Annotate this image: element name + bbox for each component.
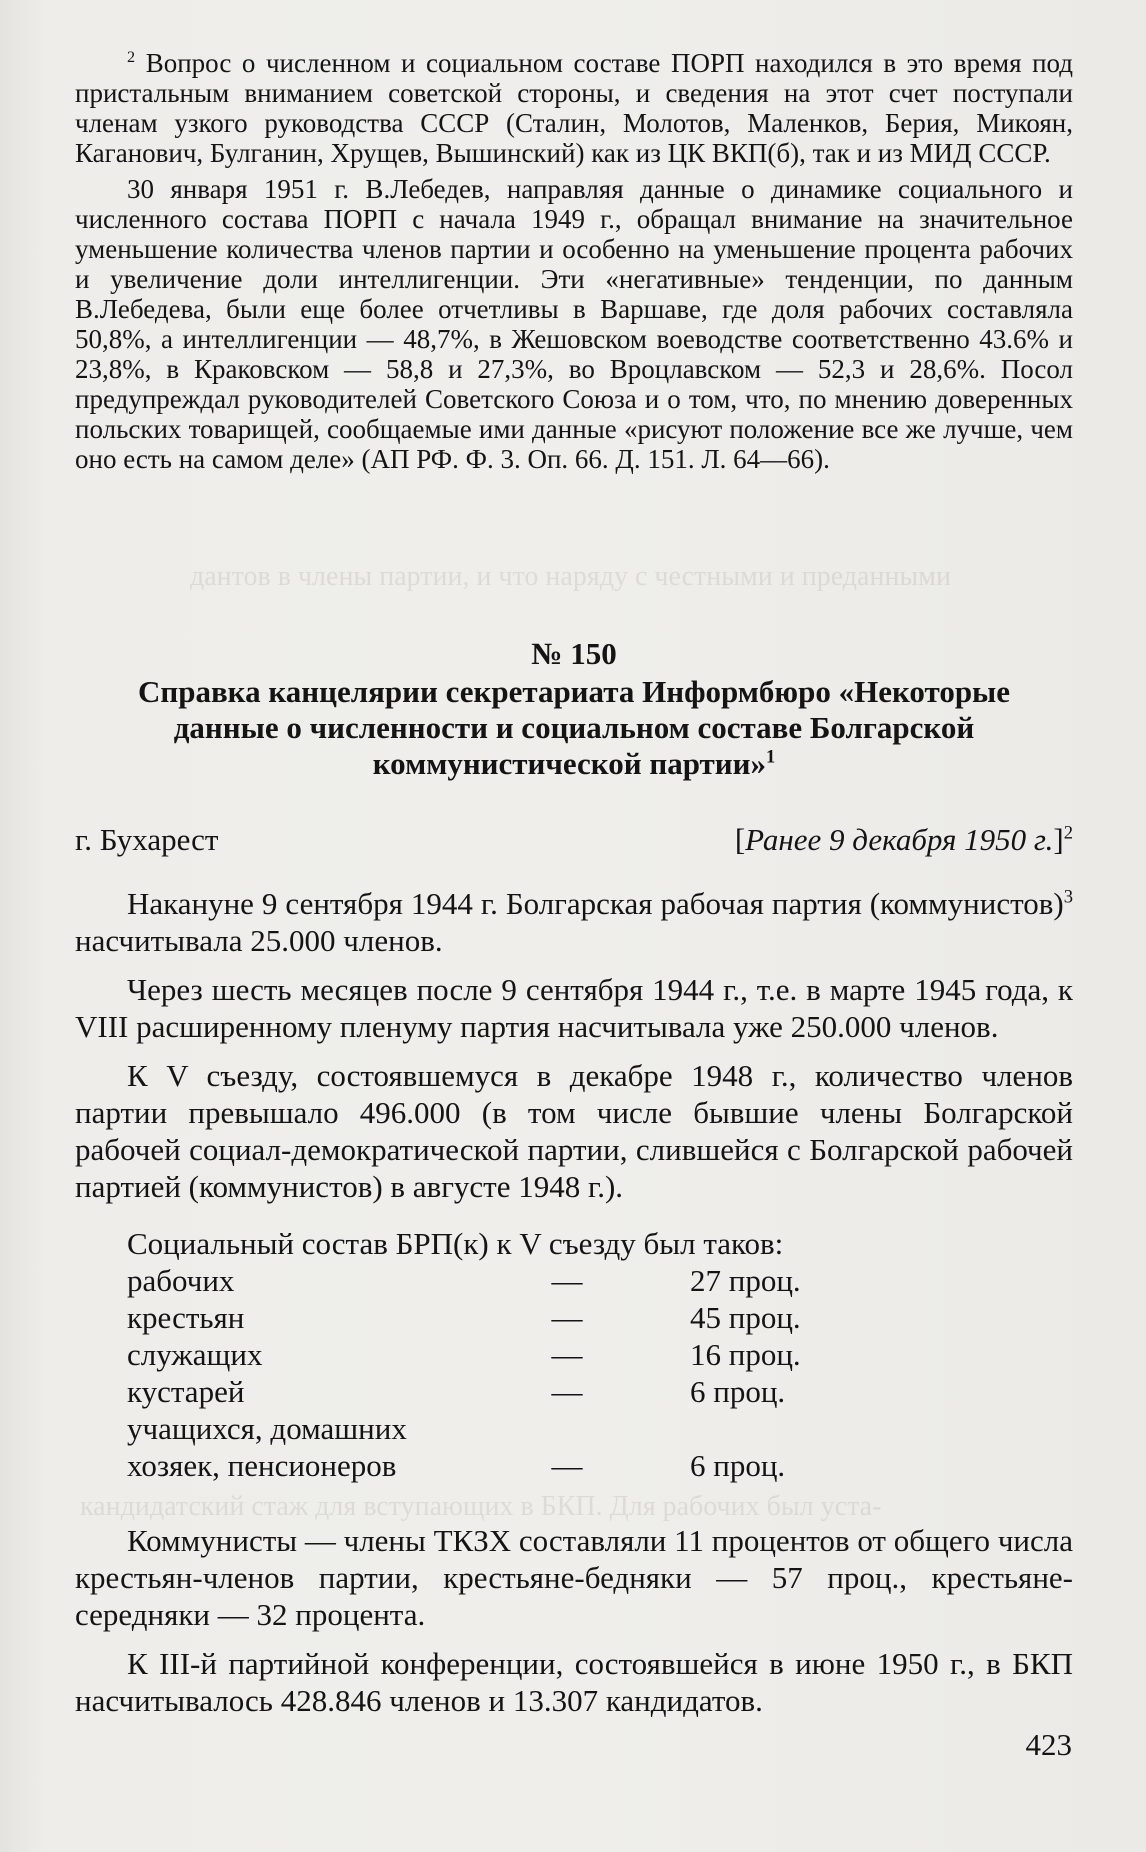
body-paragraph: К III-й партийной конференции, состоявшейся в июне 1950 г., в БКП насчитывалось 428.846 членов и 13.307 кандидатов.	[75, 1646, 1073, 1718]
row-label: рабочих	[127, 1263, 235, 1298]
table-row	[127, 1299, 927, 1336]
page-number: 423	[1025, 1727, 1072, 1762]
document-body	[75, 885, 1073, 1262]
bleed-through-text: дантов в члены партии, и что наряду с честными и преданными	[190, 561, 951, 592]
table-row	[127, 1373, 927, 1410]
row-label: крестьян	[127, 1300, 245, 1335]
row-dash: —	[551, 1337, 583, 1372]
row-value: 16 проц.	[690, 1337, 801, 1372]
body-paragraph: Накануне 9 сентября 1944 г. Болгарская рабочая партия (коммунистов)$^3$ насчитывала 25.000 членов.	[75, 886, 1073, 958]
row-value: 6 проц.	[690, 1374, 786, 1409]
footnote-text: Вопрос о численном и социальном составе ПОРП находился в это время под пристальным вниманием советской стороны, и сведения на этот счет поступали членам узкого руководства СССР (Сталин, Молотов, Маленков, Берия, Микоян, Каганович, Булганин, Хрущев, Вышинский) как из ЦК ВКП(б), так и из МИД СССР.	[75, 48, 1074, 168]
row-dash: —	[551, 1448, 583, 1483]
document-number: № 150	[531, 636, 617, 671]
body-paragraph: Коммунисты — члены ТКЗХ составляли 11 процентов от общего числа крестьян-членов партии, крестьяне-бедняки — 57 проц., крестьяне-середняки — 32 процента.	[75, 1523, 1073, 1632]
table-row	[127, 1410, 927, 1484]
body-paragraph: Социальный состав БРП(к) к V съезду был таков:	[127, 1226, 784, 1261]
footnote-marker: 1	[765, 746, 776, 768]
row-value: 45 проц.	[690, 1300, 801, 1335]
row-dash: —	[551, 1374, 583, 1409]
social-composition-table	[127, 1262, 927, 1484]
bleed-through-text: кандидатский стаж для вступающих в БКП. Для рабочих был уста-	[80, 1491, 882, 1522]
footnote-marker: 3	[1063, 886, 1073, 908]
row-dash: —	[551, 1263, 583, 1298]
document-date-text: Ранее 9 декабря 1950 г.	[745, 822, 1054, 857]
row-value: 6 проц.	[690, 1448, 786, 1483]
row-dash: —	[551, 1300, 583, 1335]
footnote-marker: 2	[127, 48, 136, 66]
document-body-continued	[75, 1522, 1073, 1719]
document-title	[115, 674, 1033, 782]
row-label: служащих	[127, 1337, 263, 1372]
footnote-block	[75, 48, 1073, 474]
table-row	[127, 1336, 927, 1373]
row-label: учащихся, домашних хозяек, пенсионеров	[127, 1411, 407, 1483]
document-date: [Ранее 9 декабря 1950 г.]$^2$	[734, 822, 1073, 857]
table-row	[127, 1262, 927, 1299]
footnote-paragraph: 30 января 1951 г. В.Лебедев, направляя данные о динамике социального и численного состава ПОРП с начала 1949 г., обращал внимание на значительное уменьшение количества членов партии и особенно на уменьшение процента рабочих и увеличение доли интеллигенции. Эти «негативные» тенденции, по данным В.Лебедева, были еще более отчетливы в Варшаве, где доля рабочих составляла 50,8%, а интеллигенции — 48,7%, в Жешовском воеводстве соответственно 43.6% и 23,8%, в Краковском — 58,8 и 27,3%, во Вроцлавском — 52,3 и 28,6%. Посол предупреждал руководителей Советского Союза и о том, что, по мнению доверенных польских товарищей, сообщаемые ими данные «рисуют положение все же лучше, чем оно есть на самом деле» (АП РФ. Ф. 3. Оп. 66. Д. 151. Л. 64—66).	[75, 174, 1073, 474]
document-title-text: Справка канцелярии секретариата Информбюро «Некоторые данные о численности и социальном составе Болгарской коммунистической партии»	[137, 674, 1011, 781]
footnote-paragraph	[75, 48, 1073, 168]
document-place: г. Бухарест	[75, 822, 219, 857]
body-paragraph: Через шесть месяцев после 9 сентября 1944 г., т.е. в марте 1945 года, к VIII расширенному пленуму партия насчитывала уже 250.000 членов.	[75, 972, 1073, 1044]
footnote-marker: 2	[1063, 822, 1073, 844]
body-paragraph: К V съезду, состоявшемуся в декабре 1948 г., количество членов партии превышало 496.000 (в том числе бывшие члены Болгарской рабочей социал-демократической партии, слившейся с Болгарской рабочей партией (коммунистов) в августе 1948 г.).	[75, 1058, 1073, 1204]
row-label: кустарей	[127, 1374, 245, 1409]
row-value: 27 проц.	[690, 1263, 801, 1298]
